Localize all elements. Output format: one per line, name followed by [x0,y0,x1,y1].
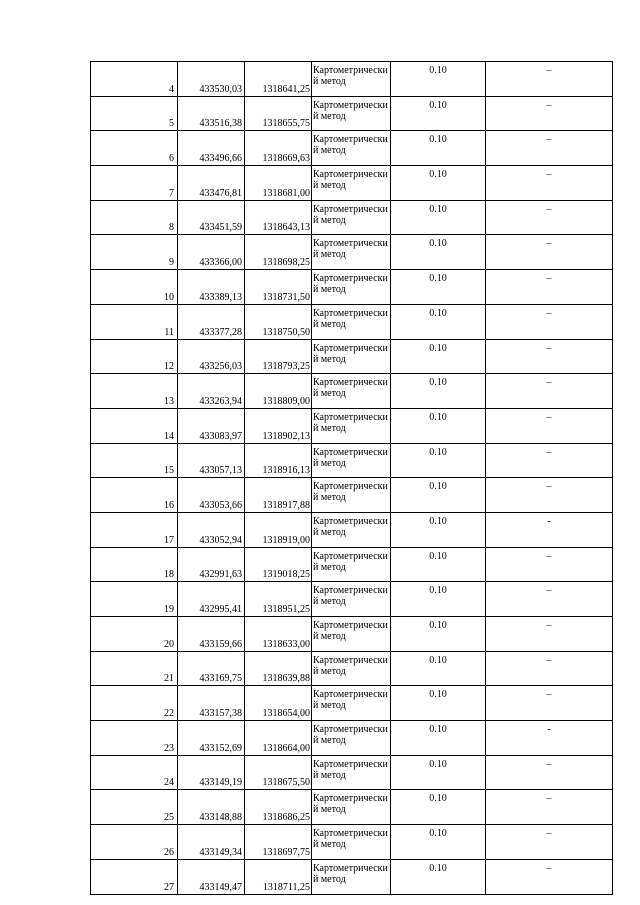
point-number-cell: 22 [91,686,178,721]
y-coordinate-cell: 1319018,25 [245,547,312,582]
point-number-cell: 24 [91,755,178,790]
note-cell: – [486,478,613,513]
table-row [91,582,613,617]
accuracy-cell: 0.10 [391,859,486,894]
x-coordinate-cell: 433496,66 [178,131,245,166]
accuracy-cell: 0.10 [391,512,486,547]
x-coordinate-cell: 433169,75 [178,651,245,686]
y-coordinate-cell: 1318643,13 [245,200,312,235]
note-cell: – [486,859,613,894]
y-coordinate-cell: 1318731,50 [245,270,312,305]
method-cell: Картометрический метод [312,131,391,166]
point-number-cell: 7 [91,166,178,201]
table-row [91,131,613,166]
x-coordinate-cell: 433152,69 [178,721,245,756]
x-coordinate-cell: 433157,38 [178,686,245,721]
method-cell: Картометрический метод [312,651,391,686]
y-coordinate-cell: 1318750,50 [245,304,312,339]
point-number-cell: 17 [91,512,178,547]
accuracy-cell: 0.10 [391,790,486,825]
accuracy-cell: 0.10 [391,62,486,97]
note-cell: – [486,96,613,131]
table-row [91,512,613,547]
table-row [91,200,613,235]
x-coordinate-cell: 433057,13 [178,443,245,478]
method-cell: Картометрический метод [312,270,391,305]
note-cell: – [486,825,613,860]
x-coordinate-cell: 433149,19 [178,755,245,790]
method-cell: Картометрический метод [312,582,391,617]
accuracy-cell: 0.10 [391,339,486,374]
x-coordinate-cell: 433159,66 [178,617,245,652]
accuracy-cell: 0.10 [391,374,486,409]
y-coordinate-cell: 1318809,00 [245,374,312,409]
table-row [91,686,613,721]
y-coordinate-cell: 1318669,63 [245,131,312,166]
note-cell: - [486,512,613,547]
accuracy-cell: 0.10 [391,443,486,478]
note-cell: – [486,131,613,166]
note-cell: – [486,339,613,374]
x-coordinate-cell: 432991,63 [178,547,245,582]
note-cell: – [486,62,613,97]
accuracy-cell: 0.10 [391,235,486,270]
point-number-cell: 27 [91,859,178,894]
point-number-cell: 13 [91,374,178,409]
point-number-cell: 5 [91,96,178,131]
point-number-cell: 10 [91,270,178,305]
method-cell: Картометрический метод [312,374,391,409]
table-row [91,374,613,409]
method-cell: Картометрический метод [312,443,391,478]
accuracy-cell: 0.10 [391,131,486,166]
accuracy-cell: 0.10 [391,200,486,235]
y-coordinate-cell: 1318698,25 [245,235,312,270]
x-coordinate-cell: 433052,94 [178,512,245,547]
accuracy-cell: 0.10 [391,582,486,617]
accuracy-cell: 0.10 [391,96,486,131]
y-coordinate-cell: 1318919,00 [245,512,312,547]
table-row [91,304,613,339]
table-body [91,62,613,895]
note-cell: – [486,582,613,617]
method-cell: Картометрический метод [312,304,391,339]
note-cell: – [486,374,613,409]
coordinates-table [90,61,613,895]
table-row [91,270,613,305]
point-number-cell: 12 [91,339,178,374]
point-number-cell: 23 [91,721,178,756]
note-cell: – [486,790,613,825]
x-coordinate-cell: 433148,88 [178,790,245,825]
point-number-cell: 11 [91,304,178,339]
x-coordinate-cell: 433263,94 [178,374,245,409]
y-coordinate-cell: 1318711,25 [245,859,312,894]
accuracy-cell: 0.10 [391,686,486,721]
y-coordinate-cell: 1318951,25 [245,582,312,617]
note-cell: – [486,755,613,790]
point-number-cell: 18 [91,547,178,582]
method-cell: Картометрический метод [312,96,391,131]
x-coordinate-cell: 433083,97 [178,408,245,443]
method-cell: Картометрический метод [312,512,391,547]
x-coordinate-cell: 433149,47 [178,859,245,894]
method-cell: Картометрический метод [312,166,391,201]
point-number-cell: 6 [91,131,178,166]
accuracy-cell: 0.10 [391,478,486,513]
accuracy-cell: 0.10 [391,408,486,443]
table-row [91,96,613,131]
point-number-cell: 9 [91,235,178,270]
method-cell: Картометрический метод [312,859,391,894]
method-cell: Картометрический метод [312,200,391,235]
table-row [91,790,613,825]
note-cell: – [486,408,613,443]
table-row [91,617,613,652]
note-cell: – [486,547,613,582]
point-number-cell: 16 [91,478,178,513]
accuracy-cell: 0.10 [391,755,486,790]
accuracy-cell: 0.10 [391,547,486,582]
table-row [91,62,613,97]
method-cell: Картометрический метод [312,62,391,97]
method-cell: Картометрический метод [312,721,391,756]
table-row [91,443,613,478]
point-number-cell: 4 [91,62,178,97]
method-cell: Картометрический метод [312,339,391,374]
note-cell: – [486,443,613,478]
y-coordinate-cell: 1318916,13 [245,443,312,478]
accuracy-cell: 0.10 [391,166,486,201]
y-coordinate-cell: 1318686,25 [245,790,312,825]
method-cell: Картометрический метод [312,408,391,443]
method-cell: Картометрический метод [312,547,391,582]
x-coordinate-cell: 433366,00 [178,235,245,270]
accuracy-cell: 0.10 [391,270,486,305]
table-row [91,235,613,270]
note-cell: – [486,617,613,652]
table-row [91,339,613,374]
accuracy-cell: 0.10 [391,825,486,860]
x-coordinate-cell: 433256,03 [178,339,245,374]
point-number-cell: 14 [91,408,178,443]
point-number-cell: 26 [91,825,178,860]
y-coordinate-cell: 1318664,00 [245,721,312,756]
method-cell: Картометрический метод [312,755,391,790]
x-coordinate-cell: 433053,66 [178,478,245,513]
y-coordinate-cell: 1318697,75 [245,825,312,860]
y-coordinate-cell: 1318639,88 [245,651,312,686]
note-cell: – [486,166,613,201]
accuracy-cell: 0.10 [391,721,486,756]
point-number-cell: 15 [91,443,178,478]
method-cell: Картометрический метод [312,478,391,513]
y-coordinate-cell: 1318793,25 [245,339,312,374]
table-row [91,755,613,790]
note-cell: – [486,304,613,339]
x-coordinate-cell: 433516,38 [178,96,245,131]
table-row [91,478,613,513]
method-cell: Картометрический метод [312,825,391,860]
x-coordinate-cell: 432995,41 [178,582,245,617]
x-coordinate-cell: 433476,81 [178,166,245,201]
point-number-cell: 19 [91,582,178,617]
method-cell: Картометрический метод [312,235,391,270]
note-cell: – [486,235,613,270]
x-coordinate-cell: 433377,28 [178,304,245,339]
table-row [91,859,613,894]
y-coordinate-cell: 1318902,13 [245,408,312,443]
y-coordinate-cell: 1318633,00 [245,617,312,652]
method-cell: Картометрический метод [312,617,391,652]
x-coordinate-cell: 433530,03 [178,62,245,97]
note-cell: - [486,721,613,756]
x-coordinate-cell: 433389,13 [178,270,245,305]
table-row [91,408,613,443]
table-row [91,721,613,756]
accuracy-cell: 0.10 [391,304,486,339]
table-row [91,825,613,860]
point-number-cell: 21 [91,651,178,686]
x-coordinate-cell: 433451,59 [178,200,245,235]
accuracy-cell: 0.10 [391,651,486,686]
table-row [91,166,613,201]
y-coordinate-cell: 1318654,00 [245,686,312,721]
x-coordinate-cell: 433149,34 [178,825,245,860]
y-coordinate-cell: 1318641,25 [245,62,312,97]
note-cell: – [486,686,613,721]
table-row [91,651,613,686]
y-coordinate-cell: 1318917,88 [245,478,312,513]
y-coordinate-cell: 1318675,50 [245,755,312,790]
y-coordinate-cell: 1318655,75 [245,96,312,131]
note-cell: – [486,651,613,686]
note-cell: – [486,200,613,235]
table-row [91,547,613,582]
y-coordinate-cell: 1318681,00 [245,166,312,201]
method-cell: Картометрический метод [312,686,391,721]
point-number-cell: 8 [91,200,178,235]
point-number-cell: 20 [91,617,178,652]
point-number-cell: 25 [91,790,178,825]
note-cell: – [486,270,613,305]
accuracy-cell: 0.10 [391,617,486,652]
method-cell: Картометрический метод [312,790,391,825]
